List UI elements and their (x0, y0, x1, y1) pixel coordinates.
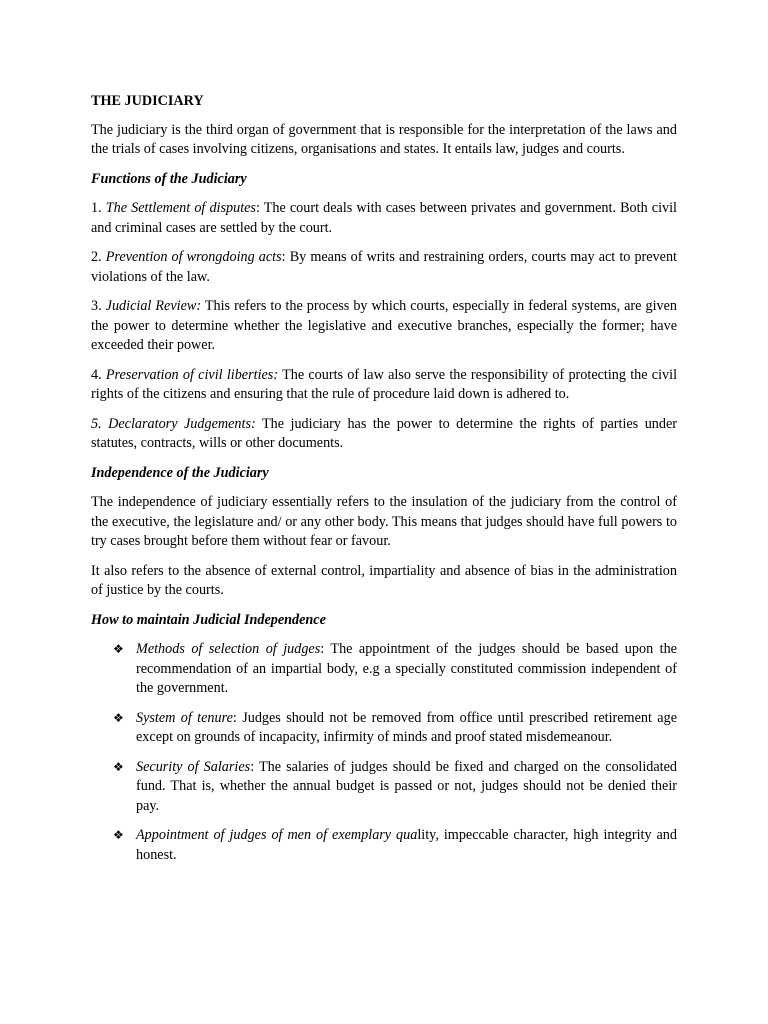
maintain-term: System of tenure (136, 709, 233, 726)
function-separator: : (255, 200, 264, 216)
function-item (91, 415, 677, 454)
maintain-term: Appointment of judges of men of exemplary qua (136, 827, 418, 843)
function-number: 2. (91, 249, 106, 265)
maintain-list-item (91, 758, 677, 817)
function-term: The Settlement of disputes (105, 200, 256, 216)
independence-paragraph: It also refers to the absence of external control, impartiality and absence of bias in the administration of justice by the courts. (91, 562, 677, 598)
function-item (91, 366, 677, 405)
maintain-list-item (91, 640, 677, 699)
intro-paragraph: The judiciary is the third organ of government that is responsible for the interpretation of the laws and the trials of cases involving citizens, organisations and states. It entails law, judges and courts. (91, 121, 677, 157)
diamond-bullet-icon: ❖ (113, 710, 124, 725)
maintain-list-item (91, 826, 677, 865)
maintain-list-item (91, 709, 677, 748)
functions-heading: Functions of the Judiciary (91, 170, 247, 187)
function-text: The court deals with cases between privates and government. Both civil and criminal cases are settled by the court. (91, 200, 677, 236)
diamond-bullet-icon: ❖ (113, 759, 124, 774)
function-item (91, 248, 677, 287)
independence-paragraph: The independence of judiciary essentially refers to the insulation of the judiciary from the control of the executive, the legislature and/ or any other body. This means that judges should have full powers to try cases brought before them without fear or favour. (91, 494, 677, 549)
function-text: This refers to the process by which courts, especially in federal systems, are given the power to determine whether the legislative and executive branches, especially the former; have exceeded their power. (91, 298, 677, 353)
function-term: Prevention of wrongdoing acts (105, 249, 282, 265)
maintain-term: Security of Salaries (136, 758, 251, 775)
maintain-term: Methods of selection of judges (136, 641, 321, 657)
diamond-bullet-icon: ❖ (113, 642, 124, 656)
function-number: 3. (91, 298, 106, 314)
function-text: By means of writs and restraining orders, courts may act to prevent violations of the law. (91, 249, 677, 285)
document-title: THE JUDICIARY (91, 93, 204, 109)
maintain-text: : The salaries of judges should be fixed and charged on the consolidated fund. That is, whether the annual budget is passed or not, judges should not be denied their pay. (136, 758, 677, 814)
independence-heading: Independence of the Judiciary (91, 464, 269, 481)
diamond-bullet-icon: ❖ (113, 828, 124, 842)
maintain-text: lity, impeccable character, high integrity and honest. (136, 827, 677, 863)
maintain-text: : Judges should not be removed from office until prescribed retirement age except on grounds of incapacity, infirmity of minds and proof stated misdemeanour. (136, 709, 677, 745)
function-separator: : (281, 249, 290, 265)
function-item (91, 297, 677, 356)
function-item (91, 199, 677, 238)
function-term: Judicial Review: (105, 298, 202, 314)
function-term: Preservation of civil liberties: (105, 366, 279, 383)
function-text: The judiciary has the power to determine the rights of parties under statutes, contracts, wills or other documents. (91, 415, 678, 451)
document-page (91, 92, 677, 875)
maintain-text: : The appointment of the judges should be based upon the recommendation of an impartial body, e.g a specially constituted commission independent of the government. (136, 641, 677, 696)
function-number: 1. (91, 200, 106, 216)
function-number: 4. (91, 366, 106, 383)
function-term: 5. Declaratory Judgements: (91, 415, 256, 432)
maintain-list (91, 640, 677, 865)
function-text: The courts of law also serve the responsibility of protecting the civil rights of the citizens and ensuring that the rule of procedure laid down is adhered to. (91, 366, 678, 402)
maintain-heading: How to maintain Judicial Independence (91, 611, 326, 628)
